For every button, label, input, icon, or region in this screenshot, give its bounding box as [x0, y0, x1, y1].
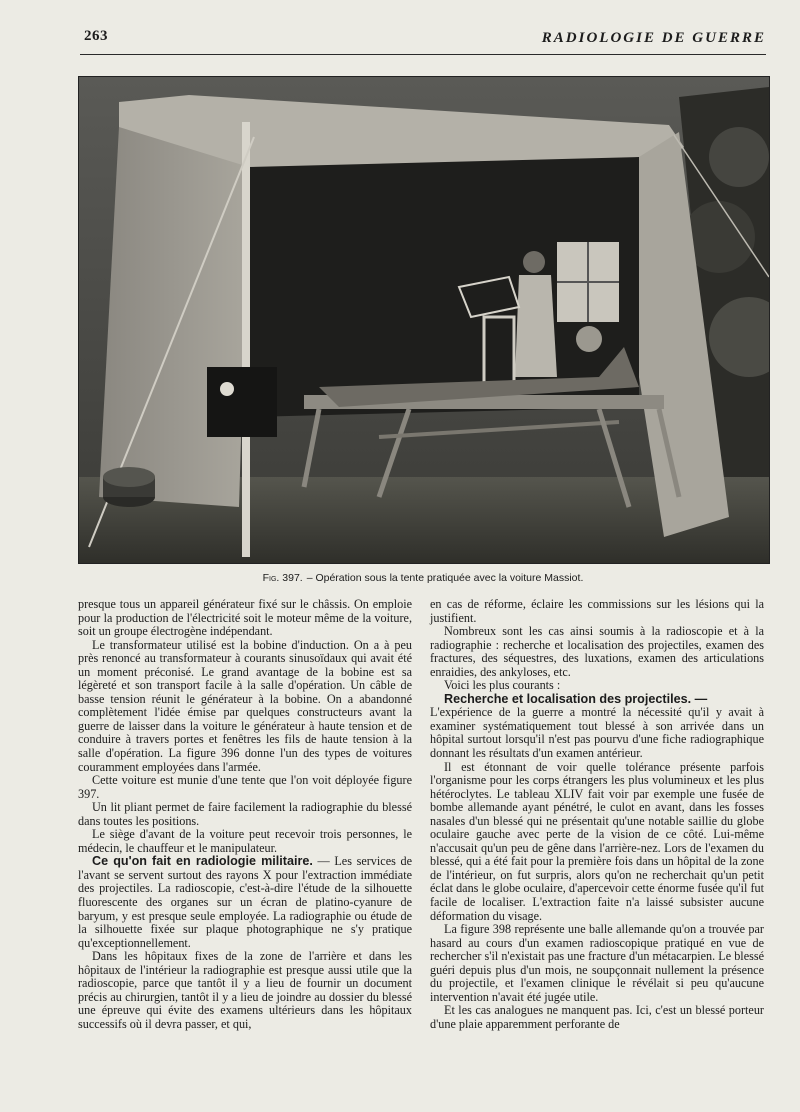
paragraph: Le siège d'avant de la voiture peut recevoir trois personnes, le médecin, le chauffeur et le manipulateur. [78, 827, 412, 855]
running-title: RADIOLOGIE DE GUERRE [541, 30, 766, 46]
page-number: 263 [84, 28, 108, 44]
paragraph: Dans les hôpitaux fixes de la zone de l'arrière et dans les hôpitaux de l'intérieur la radiographie est presque aussi utile que la radioscopie, parce que tantôt il y a lieu de fournir un document précis au chirurgien, tantôt il y a lieu de joindre au dossier du blessé une épreuve qui évite des examens ultérieurs dans les hôpitaux successifs où il devra passer, et qui, [78, 949, 412, 1031]
caption-text: – Opération sous la tente pratiquée avec la voiture Massiot. [306, 572, 584, 584]
paragraph: Cette voiture est munie d'une tente que l'on voit déployée figure 397. [78, 773, 412, 801]
paragraph: presque tous un appareil générateur fixé sur le châssis. On emploie pour la production de l'électricité soit le moteur même de la voiture, soit un groupe électrogène indépendant. [78, 597, 412, 639]
figure-photograph [78, 76, 770, 564]
paragraph: Le transformateur utilisé est la bobine d'induction. On a à peu près renoncé au transformateur à courants sinusoïdaux qui avait été un moment préconisé. Le grand avantage de la bobine est sa légèreté et son transport facile à la salle d'opération. Un câble de basse tension réunit le générateur à la bobine. On a abandonné complètement l'idée émise par quelques constructeurs avant la guerre de laisser dans la voiture le générateur à haute tension et de conduire à travers portes et fenêtres les fils de haute tension à la salle d'opération. La figure 396 donne l'un des types de voitures couramment employées dans l'armée. [78, 637, 412, 774]
paragraph: en cas de réforme, éclaire les commissions sur les lésions qui la justifient. [430, 597, 764, 625]
paragraph: Il est étonnant de voir quelle tolérance présente parfois l'organisme pour les corps étrangers les plus volumineux et les plus hétéroclytes. Le tableau XLIV fait voir par exemple une fusée de bombe allemande ayant pénétré, le culot en avant, dans les fosses nasales d'un blessé qui ne présentait qu'une notable saillie du globe oculaire gauche avec perte de la vision de ce côté. Lui-même n'accusait qu'un peu de gêne dans l'arrière-nez. Lors de l'examen du blessé, qui a été fait pour la première fois dans un hôpital de la zone de l'intérieur, on fut surpris, alors qu'on ne recherchait qu'un petit éclat dans le globe oculaire, d'apercevoir cette énorme fusée qu'il fut facile de localiser. L'extraction faite n'a laissé subsister aucune déformation du visage. [430, 759, 764, 923]
section-heading: Ce qu'on fait en radiologie militaire. [92, 854, 313, 869]
paragraph: La figure 398 représente une balle allemande qu'on a trouvée par hasard au cours d'un examen radioscopique pratiqué en vue de rechercher s'il n'existait pas une fracture d'un métacarpien. Le blessé guéri depuis plus d'un mois, ne soupçonnait nullement la présence du projectile, et l'examen clinique le révélait si peu qu'aucune intervention n'avait été jugée utile. [430, 922, 764, 1004]
paragraph: Un lit pliant permet de faire facilement la radiographie du blessé dans toutes les positions. [78, 800, 412, 828]
right-column [430, 598, 764, 1032]
paragraph: Et les cas analogues ne manquent pas. Ici, c'est un blessé porteur d'une plaie apparemment perforante de [430, 1003, 764, 1031]
figure-label: Fig. 397. [262, 572, 303, 584]
tent-operation-photo [79, 77, 769, 563]
paragraph: Voici les plus courants : [444, 678, 561, 693]
figure-caption [78, 572, 768, 584]
section-heading: Recherche et localisation des projectiles. — [444, 691, 708, 706]
paragraph-text: — Les services de l'avant se servent surtout des rayons X pour l'extraction immédiate des projectiles. La radioscopie, c'est-à-dire l'étude de la silhouette fluorescente des organes sur un écran de platino-cyanure de baryum, y est presque seule employée. La radiographie ou étude de la silhouette fixée sur plaque photographique ne s'y pratique qu'exceptionnellement. [78, 854, 412, 950]
left-column [78, 598, 412, 1032]
paragraph: Nombreux sont les cas ainsi soumis à la radioscopie et à la radiographie : recherche et localisation des projectiles, examen des fractures, des séquestres, des luxations, examen des articulations enraidies, des ankyloses, etc. [430, 624, 764, 679]
paragraph-with-heading [78, 855, 412, 950]
section-heading-line [430, 693, 764, 707]
paragraph: L'expérience de la guerre a montré la nécessité qu'il y avait à examiner systématiquement tout blessé à son arrivée dans un hôpital surtout lorsqu'il n'est pas pourvu d'une fiche radiographique donnant les résultats d'un examen antérieur. [430, 705, 764, 761]
header-rule [80, 54, 766, 55]
